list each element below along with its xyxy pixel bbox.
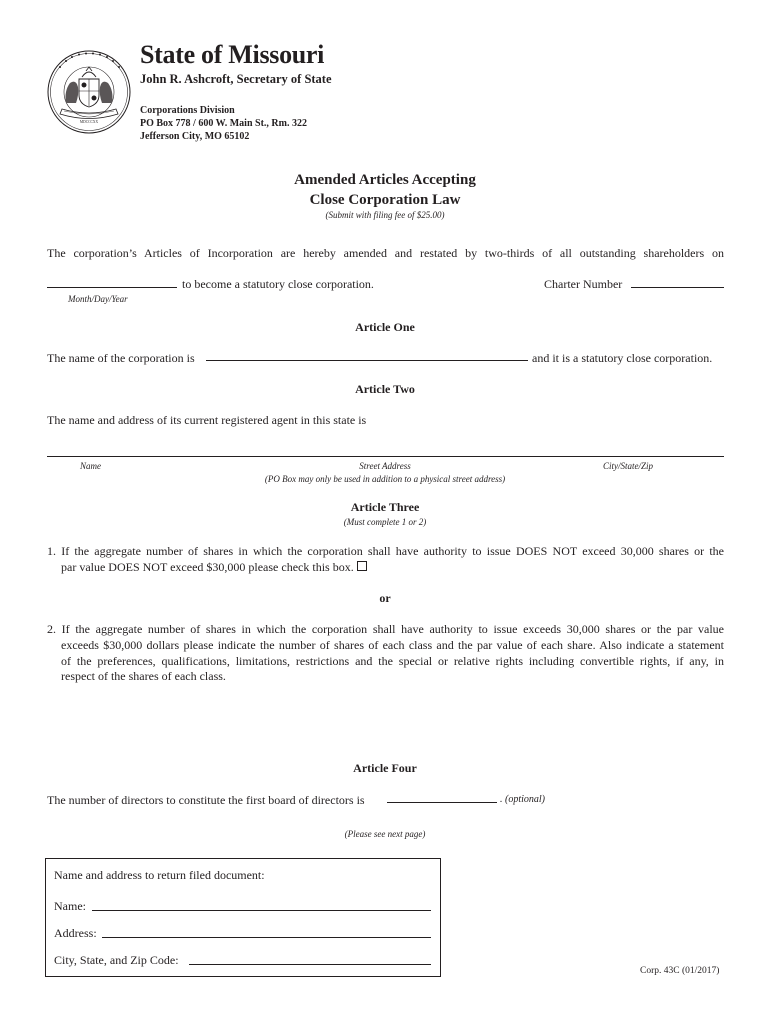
- city-state-zip-caption: City/State/Zip: [603, 461, 654, 471]
- amendment-date-field[interactable]: [47, 287, 177, 288]
- filing-fee-note: (Submit with filing fee of $25.00): [325, 210, 445, 220]
- po-box-note: (PO Box may only be used in addition to a physical street address): [264, 474, 506, 484]
- registered-agent-label: The name and address of its current registered agent in this state is: [47, 413, 367, 427]
- option-two-line1: 2. If the aggregate number of shares in which the corporation shall have authority to issue exceeds 30,000 shares or the par value: [47, 622, 724, 636]
- charter-number-field[interactable]: [631, 287, 724, 288]
- street-address-caption: Street Address: [359, 461, 411, 471]
- division-address-line2: Jefferson City, MO 65102: [140, 131, 250, 142]
- option-one-checkbox[interactable]: [357, 561, 367, 571]
- see-next-page-note: (Please see next page): [344, 829, 426, 839]
- form-title-line1: Amended Articles Accepting: [294, 172, 476, 188]
- return-address-field[interactable]: [102, 937, 431, 938]
- close-corp-suffix: and it is a statutory close corporation.: [532, 351, 713, 365]
- intro-text: The corporation’s Articles of Incorporation are hereby amended and restated by two-thirds of all outstanding shareholders on: [47, 246, 724, 260]
- return-address-label: Address:: [54, 926, 97, 940]
- return-box-heading: Name and address to return filed document:: [54, 868, 265, 882]
- corporation-name-field[interactable]: [206, 360, 528, 361]
- optional-note: . (optional): [500, 794, 545, 805]
- return-city-label: City, State, and Zip Code:: [54, 953, 179, 967]
- option-one-line1: 1. If the aggregate number of shares in which the corporation shall have authority to issue DOES NOT exceed 30,000 shares or the: [47, 544, 724, 558]
- secretary-of-state: John R. Ashcroft, Secretary of State: [140, 72, 332, 86]
- registered-agent-field[interactable]: [47, 456, 724, 457]
- division-address-line1: PO Box 778 / 600 W. Main St., Rm. 322: [140, 118, 307, 129]
- article-four-heading: Article Four: [353, 761, 417, 775]
- corporation-name-label: The name of the corporation is: [47, 351, 195, 365]
- page-title: State of Missouri: [140, 40, 325, 69]
- option-one-line2: par value DOES NOT exceed $30,000 please check this box.: [61, 560, 354, 574]
- return-name-field[interactable]: [92, 910, 431, 911]
- article-three-heading: Article Three: [350, 500, 420, 514]
- return-city-field[interactable]: [189, 964, 431, 965]
- option-two-line4: respect of the shares of each class.: [61, 669, 226, 683]
- division-name: Corporations Division: [140, 105, 235, 116]
- seal-year: MDCCCXX: [79, 120, 99, 124]
- option-two-line3: of the preferences, qualifications, limitations, restrictions and the special or relative rights including convertible rights, if any, in: [61, 654, 724, 668]
- become-close-corp-text: to become a statutory close corporation.: [182, 277, 374, 291]
- article-two-heading: Article Two: [355, 382, 415, 396]
- article-one-heading: Article One: [355, 320, 415, 334]
- date-caption: Month/Day/Year: [68, 294, 128, 304]
- directors-count-field[interactable]: [387, 802, 497, 803]
- charter-number-label: Charter Number: [544, 277, 623, 291]
- missouri-state-seal: [46, 49, 132, 135]
- agent-name-caption: Name: [80, 461, 101, 471]
- return-name-label: Name:: [54, 899, 86, 913]
- must-complete-note: (Must complete 1 or 2): [343, 517, 427, 527]
- directors-label: The number of directors to constitute the first board of directors is: [47, 793, 365, 807]
- or-separator: or: [379, 591, 391, 605]
- option-two-line2: exceeds $30,000 dollars please indicate the number of shares of each class and the par value of each share. Also indicate a statement: [61, 638, 724, 652]
- form-number: Corp. 43C (01/2017): [640, 966, 720, 976]
- form-title-line2: Close Corporation Law: [309, 192, 461, 208]
- return-address-box: [45, 858, 441, 977]
